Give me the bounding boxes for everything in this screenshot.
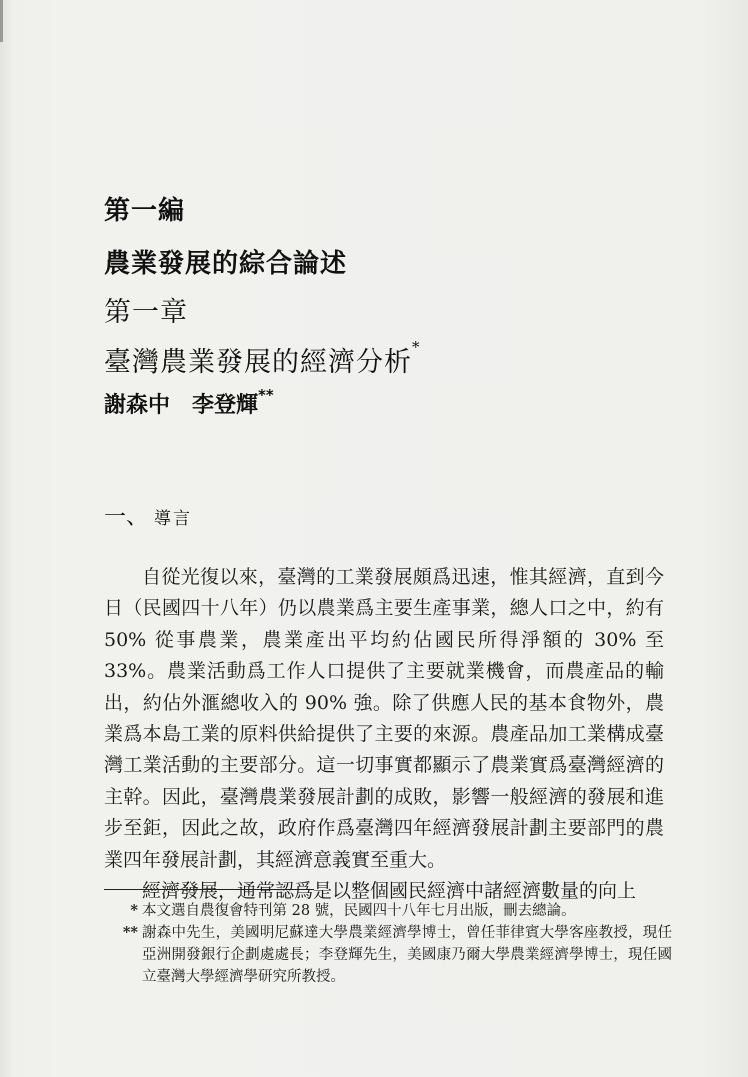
footnote-text: 謝森中先生，美國明尼蘇達大學農業經濟學博士，曾任菲律賓大學客座教授，現任亞洲開發銀行企劃處處長；李登輝先生，美國康乃爾大學農業經濟學博士，現任國立臺灣大學經濟學研究所教授。 xyxy=(142,925,672,985)
authors-footnote-mark: ** xyxy=(258,386,274,404)
section-title: 導言 xyxy=(154,509,193,529)
section-heading xyxy=(104,500,192,531)
part-heading: 第一編 xyxy=(104,196,186,226)
chapter-title xyxy=(104,340,421,379)
footnote-text: 本文選自農復會特刊第 28 號，民國四十八年七月出版，刪去總論。 xyxy=(142,903,576,919)
author-name: 謝森中 xyxy=(104,393,171,418)
chapter-title-text: 臺灣農業發展的經濟分析 xyxy=(104,347,412,378)
page-edge-mark xyxy=(0,0,3,42)
chapter-heading: 第一章 xyxy=(104,297,188,328)
paragraph: 經濟發展，通常認爲是以整個國民經濟中諸經濟數量的向上 xyxy=(142,880,637,903)
footnote-mark: ** xyxy=(122,924,138,941)
paragraph: 自從光復以來，臺灣的工業發展頗爲迅速，惟其經濟，直到今日（民國四十八年）仍以農業爲主要生產事業，總人口之中，約有 50% 從事農業，農業產出平均約佔國民所得淨額的 30% 至33%。農業活動爲工作人口提供了主要就業機會，而農產品的輸出，約佔外滙總收入的 90% 強。除了供應人民的基本食物外，農業爲本島工業的原料供給提供了主要的來源。農產品加工業構成臺灣工業活動的主要部分。這一切事實都顯示了農業實爲臺灣經濟的主幹。因此，臺灣農業發展計劃的成敗，影響一般經濟的發展和進步至鉅，因此之故，政府作爲臺灣四年經濟發展計劃主要部門的農業四年發展計劃，其經濟意義實至重大。 xyxy=(104,566,664,871)
author-name: 李登輝 xyxy=(192,393,259,418)
part-title: 農業發展的綜合論述 xyxy=(104,249,348,279)
footnote xyxy=(112,900,672,922)
chapter-title-footnote-mark: * xyxy=(412,338,421,356)
section-number: 一、 xyxy=(104,505,149,530)
footnote-divider xyxy=(104,889,314,890)
footnote-mark: * xyxy=(130,902,138,919)
footnotes xyxy=(112,900,672,988)
footnote xyxy=(112,922,672,988)
authors-line xyxy=(104,388,274,419)
body-text xyxy=(104,562,664,907)
